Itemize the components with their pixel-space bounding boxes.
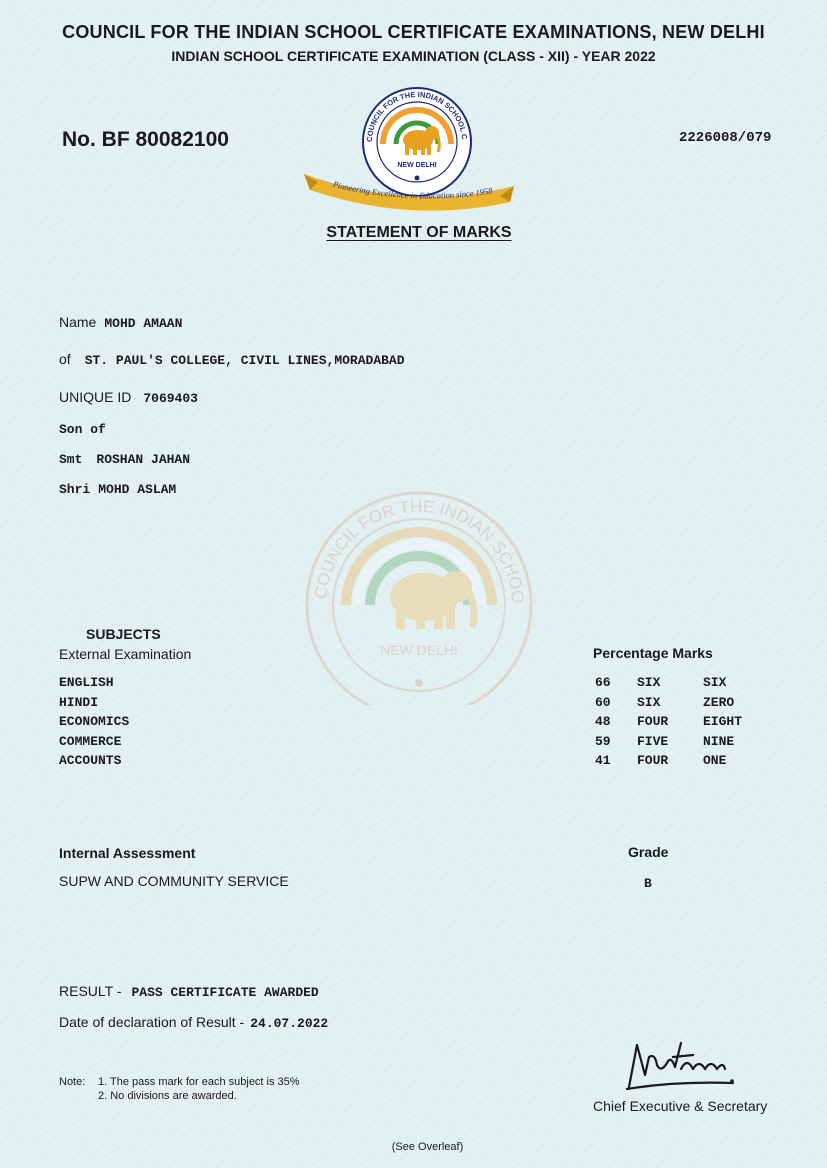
- marks-word-units: ONE: [703, 753, 727, 768]
- external-exam-label: External Examination: [59, 646, 192, 662]
- mother-row: [59, 452, 190, 467]
- logo-ribbon-text: Pioneering Excellence in Education since 1958: [331, 178, 493, 201]
- note-item: 2. No divisions are awarded.: [98, 1090, 237, 1102]
- subject-name: COMMERCE: [59, 734, 122, 749]
- subject-marks: 41: [595, 753, 611, 768]
- subject-name: ENGLISH: [59, 675, 114, 690]
- signature-icon: [615, 1035, 745, 1100]
- subject-name: HINDI: [59, 695, 99, 710]
- candidate-name: MOHD AMAAN: [104, 316, 183, 331]
- school-name: ST. PAUL'S COLLEGE, CIVIL LINES,MORADABAD: [84, 353, 405, 368]
- result-label: RESULT -: [59, 983, 122, 999]
- note-label: Note:: [59, 1076, 86, 1088]
- marks-word-units: ZERO: [703, 695, 735, 710]
- marks-word-tens: SIX: [637, 675, 661, 690]
- internal-assessment-heading: Internal Assessment: [59, 845, 196, 861]
- council-title: COUNCIL FOR THE INDIAN SCHOOL CERTIFICATE EXAMINATIONS, NEW DELHI: [62, 22, 765, 42]
- exam-title: INDIAN SCHOOL CERTIFICATE EXAMINATION (CLASS - XII) - YEAR 2022: [171, 48, 656, 64]
- father-prefix: Shri: [59, 482, 91, 497]
- school-row: [59, 351, 405, 368]
- signatory-title: Chief Executive & Secretary: [593, 1098, 768, 1114]
- watermark-emblem-icon: [296, 487, 542, 710]
- mother-prefix: Smt: [59, 452, 83, 467]
- father-name: MOHD ASLAM: [98, 482, 177, 497]
- relation-label: Son of: [59, 422, 106, 437]
- svg-text:NEW DELHI: NEW DELHI: [380, 642, 458, 658]
- marks-word-tens: FOUR: [637, 753, 669, 768]
- percentage-marks-heading: Percentage Marks: [593, 645, 713, 661]
- reference-number: 2226008/079: [679, 130, 772, 146]
- mother-name: ROSHAN JAHAN: [96, 452, 191, 467]
- logo-ring-text: COUNCIL FOR THE INDIAN SCHOOL C: [364, 89, 469, 143]
- marks-word-tens: SIX: [637, 695, 661, 710]
- logo-city-text: NEW DELHI: [397, 162, 437, 169]
- result-row: [59, 983, 319, 1000]
- svg-text:COUNCIL FOR THE INDIAN SCHOOL: COUNCIL FOR THE INDIAN SCHOO: [311, 496, 528, 605]
- marks-word-tens: FOUR: [637, 714, 669, 729]
- council-logo-icon: [300, 86, 518, 221]
- marks-word-tens: FIVE: [637, 734, 669, 749]
- unique-id-label: UNIQUE ID: [59, 389, 132, 405]
- declaration-date: 24.07.2022: [250, 1016, 329, 1031]
- unique-id-row: [59, 389, 198, 406]
- internal-grade: B: [644, 876, 652, 891]
- subject-name: ACCOUNTS: [59, 753, 122, 768]
- internal-subject: SUPW AND COMMUNITY SERVICE: [59, 873, 289, 889]
- notes: [59, 1075, 300, 1102]
- subject-marks: 60: [595, 695, 611, 710]
- subject-name: ECONOMICS: [59, 714, 130, 729]
- subject-marks: 59: [595, 734, 611, 749]
- marks-word-units: NINE: [703, 734, 735, 749]
- of-label: of: [59, 351, 71, 367]
- result-value: PASS CERTIFICATE AWARDED: [131, 985, 319, 1000]
- grade-heading: Grade: [628, 844, 669, 860]
- subjects-heading: SUBJECTS: [86, 626, 161, 642]
- declaration-date-row: [59, 1014, 328, 1031]
- father-row: [59, 482, 176, 497]
- marks-word-units: SIX: [703, 675, 727, 690]
- note-item: 1. The pass mark for each subject is 35%: [98, 1076, 300, 1088]
- see-overleaf-note: (See Overleaf): [391, 1141, 464, 1153]
- declaration-date-label: Date of declaration of Result -: [59, 1014, 245, 1030]
- subject-marks: 48: [595, 714, 611, 729]
- certificate-number: No. BF 80082100: [62, 128, 229, 151]
- marks-word-units: EIGHT: [703, 714, 743, 729]
- candidate-name-row: [59, 314, 182, 331]
- document-title: STATEMENT OF MARKS: [326, 224, 512, 241]
- unique-id-value: 7069403: [143, 391, 198, 406]
- subject-marks: 66: [595, 675, 611, 690]
- name-label: Name: [59, 314, 97, 330]
